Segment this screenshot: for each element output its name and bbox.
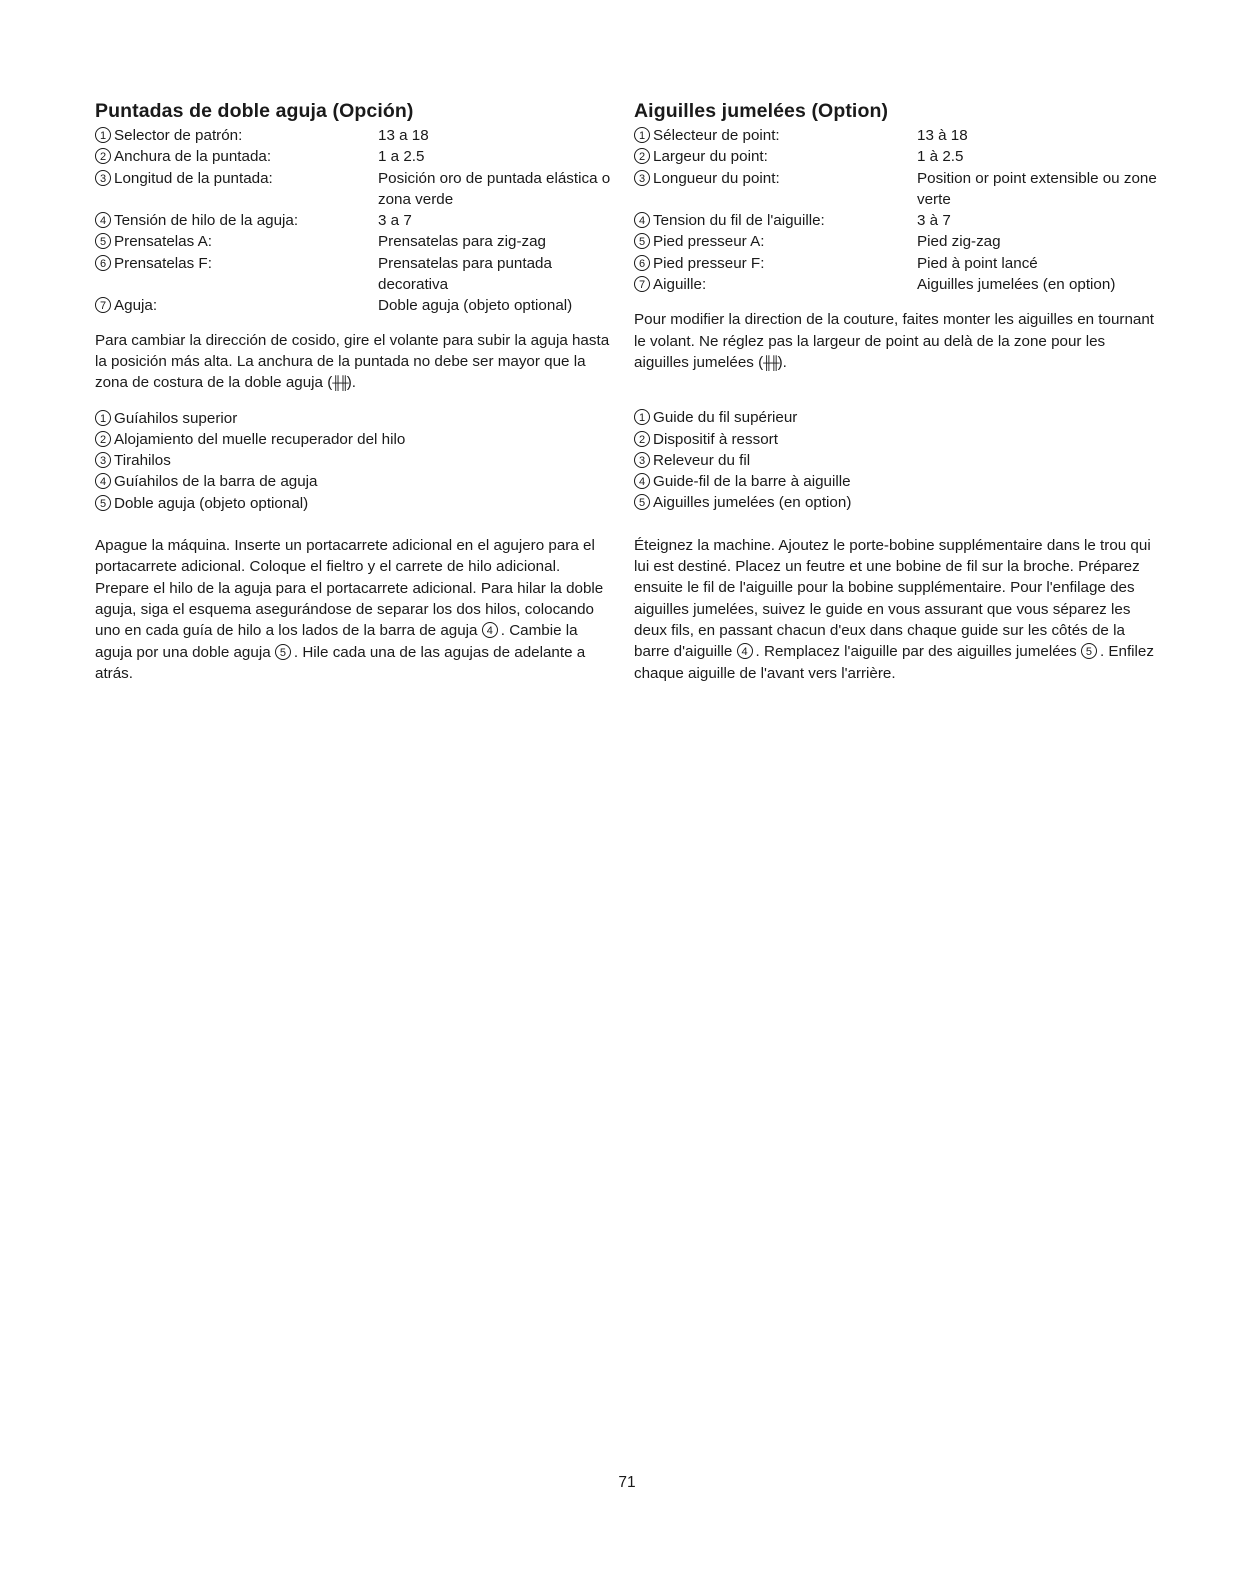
circled-number: 4 [95,212,111,228]
setting-label: Aiguille: [653,276,707,294]
list-item: 1 Guide du fil supérieur [634,407,1164,428]
circled-number: 1 [634,127,650,143]
setting-value: Posición oro de puntada elástica o zona verde [378,169,611,208]
setting-value: Pied zig-zag [917,233,1001,251]
setting-label: Tension du fil de l'aiguille: [653,212,825,230]
setting-row [634,231,1164,252]
setting-row [95,253,615,296]
setting-label: Largeur du point: [653,148,768,166]
circled-number: 6 [95,255,111,271]
circled-number: 7 [95,297,111,313]
setting-row [634,125,1164,146]
setting-label: Longitud de la puntada: [114,169,273,187]
setting-value: Aiguilles jumelées (en option) [917,276,1116,294]
french-settings-table [634,125,1164,295]
circled-number: 2 [634,431,650,447]
setting-row [95,168,615,211]
list-item: 4 Guíahilos de la barra de aguja [95,471,615,492]
setting-label: Selector de patrón: [114,127,243,144]
circled-number: 1 [95,410,111,426]
setting-row [634,210,1164,231]
setting-label: Sélecteur de point: [653,127,780,144]
circled-number: 5 [95,495,111,511]
circled-number: 5 [95,233,111,249]
french-direction-paragraph: Pour modifier la direction de la couture, faites monter les aiguilles en tournant le volant. Ne réglez pas la largeur de point au delà de la zone pour les aiguilles jumelées (╫╫). [634,309,1164,373]
spanish-title: Puntadas de doble aguja (Opción) [95,100,414,122]
setting-row [634,146,1164,167]
circled-number: 4 [482,622,498,638]
list-item: 5 Aiguilles jumelées (en option) [634,492,1164,513]
spanish-parts-list [95,408,615,514]
french-title: Aiguilles jumelées (Option) [634,100,889,122]
circled-number: 5 [275,644,291,660]
setting-value: 3 a 7 [378,212,412,230]
setting-value: Prensatelas para zig-zag [378,233,546,251]
circled-number: 5 [634,494,650,510]
setting-value: 1 a 2.5 [378,148,425,166]
french-threading-paragraph: Éteignez la machine. Ajoutez le porte-bobine supplémentaire dans le trou qui lui est destiné. Placez un feutre et une bobine de fil sur la broche. Préparez ensuite le fil de l'aiguille pour la bobine supplémentaire. Pour l'enfilage des aiguilles jumelées, suivez le guide en vous assurant que vous séparez les deux fils, en passant chacun d'eux dans chaque guide sur les côtés de la barre d'aiguille 4 . Remplacez l'aiguille par des aiguilles jumelées 5 . Enfilez chaque aiguille de l'avant vers l'arrière. [634,536,1154,682]
setting-value: Pied à point lancé [917,254,1038,272]
setting-row [634,253,1164,274]
setting-row [634,274,1164,295]
french-column [634,100,1164,684]
setting-label: Tensión de hilo de la aguja: [114,212,299,230]
circled-number: 4 [634,212,650,228]
circled-number: 4 [95,473,111,489]
list-item: 2 Alojamiento del muelle recuperador del hilo [95,429,615,450]
circled-number: 3 [95,170,111,186]
setting-value: 13 à 18 [917,127,968,144]
circled-number: 4 [634,473,650,489]
setting-row [95,295,615,316]
circled-number: 2 [95,148,111,164]
page-number: 71 [618,1474,636,1491]
list-item: 5 Doble aguja (objeto optional) [95,493,615,514]
list-item: 4 Guide-fil de la barre à aiguille [634,471,1164,492]
spanish-column [95,100,615,684]
setting-label: Prensatelas F: [114,254,212,272]
circled-number: 3 [95,452,111,468]
circled-number: 5 [1081,643,1097,659]
setting-value: 1 à 2.5 [917,148,964,166]
list-item: 2 Dispositif à ressort [634,429,1164,450]
circled-number: 5 [634,233,650,249]
setting-row [95,146,615,167]
setting-value: 3 à 7 [917,212,951,230]
spanish-direction-paragraph: Para cambiar la dirección de cosido, gire el volante para subir la aguja hasta la posición más alta. La anchura de la puntada no debe ser mayor que la zona de costura de la doble aguja (╫╫). [95,330,615,394]
circled-number: 2 [95,431,111,447]
setting-value: Doble aguja (objeto optional) [378,297,573,315]
setting-label: Aguja: [114,297,158,315]
setting-label: Prensatelas A: [114,233,212,251]
setting-row [95,125,615,146]
setting-label: Pied presseur F: [653,254,765,272]
list-item: 3 Releveur du fil [634,450,1164,471]
circled-number: 6 [634,255,650,271]
circled-number: 1 [95,127,111,143]
twin-needle-icon: ╫╫ [332,375,347,391]
setting-label: Longueur du point: [653,169,780,187]
setting-row [95,231,615,252]
circled-number: 2 [634,148,650,164]
setting-row [634,168,1164,211]
spanish-settings-table [95,125,615,317]
french-parts-list [634,407,1164,513]
circled-number: 1 [634,409,650,425]
circled-number: 3 [634,452,650,468]
setting-label: Anchura de la puntada: [114,148,272,166]
twin-needle-icon: ╫╫ [763,354,778,370]
list-item: 3 Tirahilos [95,450,615,471]
circled-number: 7 [634,276,650,292]
setting-label: Pied presseur A: [653,233,765,251]
list-item: 1 Guíahilos superior [95,408,615,429]
setting-value: Prensatelas para puntada decorativa [378,254,552,294]
circled-number: 4 [737,643,753,659]
setting-row [95,210,615,231]
spanish-threading-paragraph: Apague la máquina. Inserte un portacarrete adicional en el agujero para el portacarrete adicional. Coloque el fieltro y el carrete de hilo adicional. Prepare el hilo de la aguja para el portacarrete adicional. Para hilar la doble aguja, siga el esquema asegurándose de separar los dos hilos, colocando uno en cada guía de hilo a los lados de la barra de aguja 4 . Cambie la aguja por una doble aguja 5 . Hile cada una de las agujas de adelante a atrás. [95,537,604,682]
circled-number: 3 [634,170,650,186]
setting-value: 13 a 18 [378,127,429,144]
setting-value: Position or point extensible ou zone verte [917,169,1157,208]
